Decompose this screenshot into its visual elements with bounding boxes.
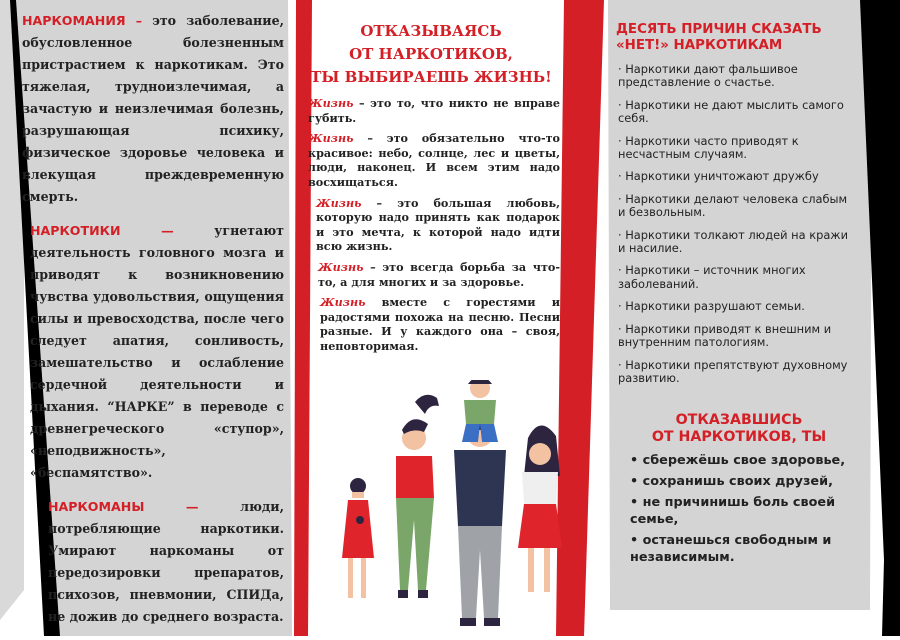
panel2-title-line3: ТЫ ВЫБИРАЕШЬ ЖИЗНЬ! [310,68,552,86]
life-item [308,96,560,125]
reason-item: · Наркотики приводят к внешним и внутренним патологиям. [618,321,832,350]
benefit-item: • сохранишь своих друзей, [630,474,833,489]
narkomania-definition: это заболевание, обусловленное болезненным пристрастием к наркотикам. Это тяжелая, трудноизлечимая, а зачастую и неизлечимая болезнь, разрушающая психику, физическое здоровье человека и влекущая преждевременную смерть. [22,13,284,204]
narkotiki-term: НАРКОТИКИ — [30,223,174,238]
benefits-title-line2: ОТ НАРКОТИКОВ, ТЫ [651,429,827,445]
benefit-item: • не причинишь боль своей семье, [630,495,836,527]
benefits-list [630,452,862,570]
narkotiki-definition: угнетают деятельность головного мозга и приводят к возникновению чувства удовольствия, ощущения силы и превосходства, после чего следует апатия, сонливость, замешательство и ослабление сердечной деятельности и дыхания. “НАРКЕ” в переводе с древнегреческого «ступор», «неподвижность», «беспамятство». [30,223,284,480]
narkomany-definition: люди, потребляющие наркотики. Умирают наркоманы от передозировки препаратов, психозов, пневмонии, СПИДа, не дожив до среднего возраста. [48,499,284,624]
life-term: Жизнь [316,195,362,210]
reason-item: · Наркотики препятствуют духовному развитию. [618,357,848,385]
panel2-title-line2: ОТ НАРКОТИКОВ, [349,45,513,63]
reasons-title-line2: «НЕТ!» НАРКОТИКАМ [616,38,783,53]
reason-item: · Наркотики делают человека слабым и безвольным. [618,191,848,220]
reason-item: · Наркотики дают фальшивое представление о счастье. [618,62,798,90]
panel2-title [306,20,556,89]
life-term: Жизнь [308,131,354,146]
reason-item: · Наркотики уничтожают дружбу [618,169,819,184]
reason-item: · Наркотики – источник многих заболеваний. [618,263,806,291]
benefit-item: • сбережёшь свое здоровье, [630,453,846,468]
life-item [308,196,560,254]
life-item [308,260,560,289]
life-item [308,295,560,353]
girl-figure [342,478,374,598]
reasons-list [618,63,856,394]
narkomany-term: НАРКОМАНЫ — [48,499,199,514]
life-item [308,131,560,189]
narkomany-paragraph [22,496,284,628]
benefits-title [626,412,852,446]
narkomania-paragraph [22,10,284,208]
narkotiki-paragraph [22,220,284,484]
panel1-text [22,10,284,640]
life-text: – это обязательно что-то красивое: небо, солнце, лес и цветы, люди, наконец. И всем этим надо восхищаться. [308,131,560,189]
reason-item: · Наркотики часто приводят к несчастным случаям. [618,133,799,162]
man-figure [454,419,506,626]
family-illustration [330,380,580,636]
life-text: – это то, что никто не вправе губить. [308,96,560,125]
benefit-item: • останешься свободным и независимым. [630,533,832,565]
panel2-title-line1: ОТКАЗЫВАЯСЬ [360,22,502,40]
reasons-title [616,22,856,54]
woman-left-figure [396,395,439,598]
benefits-title-line1: ОТКАЗАВШИСЬ [675,412,803,428]
reason-item: · Наркотики толкают людей на кражи и насилие. [618,227,848,256]
woman-right-figure [518,425,562,592]
life-text: – это всегда борьба за что-то, а для многих и за здоровье. [318,259,560,289]
life-term: Жизнь [318,259,364,274]
reason-item: · Наркотики не дают мыслить самого себя. [618,97,844,126]
panel2-life-list [308,96,560,360]
narkomania-term: НАРКОМАНИЯ – [22,13,143,28]
life-term: Жизнь [320,295,366,310]
reasons-title-line1: ДЕСЯТЬ ПРИЧИН СКАЗАТЬ [616,22,822,37]
reason-item: · Наркотики разрушают семьи. [618,299,805,314]
life-term: Жизнь [308,96,354,110]
life-text: вместе с горестями и радостями похожа на песню. Песни разные. И у каждого она – своя, неповторимая. [320,295,560,353]
life-text: – это большая любовь, которую надо принять как подарок и это мечта, к которой надо идти всю жизнь. [316,195,560,254]
